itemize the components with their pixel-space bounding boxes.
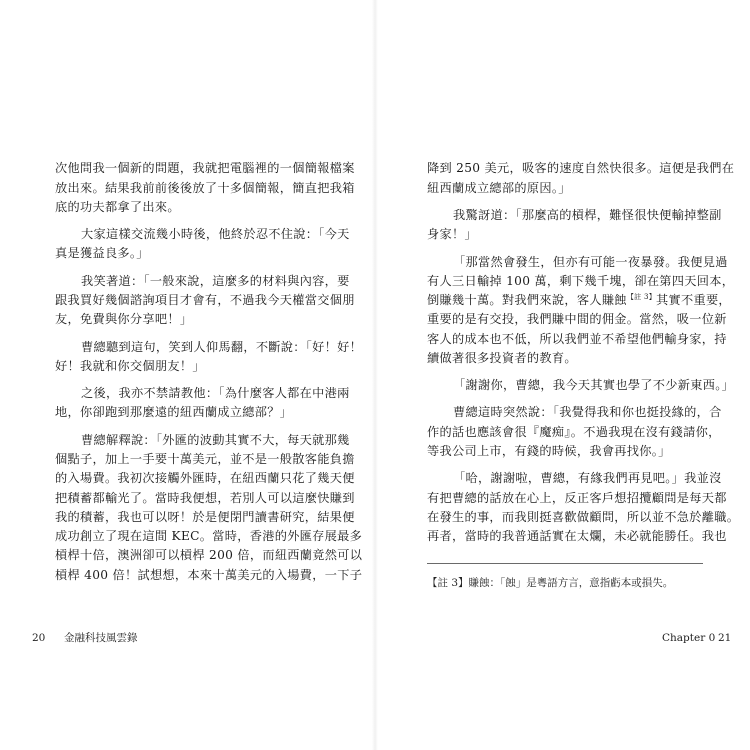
footnote-marker: 【註 3】: [626, 292, 656, 301]
text-line: 在發生的事，而我則挺喜歡做顧問，所以並不急於離職。: [427, 510, 740, 524]
page-number: 21: [718, 632, 732, 644]
text-line: 我的積蓄，我也可以呀！於是便閉門讀書研究，結果便: [55, 510, 355, 524]
text-line: 友，免費與你分享吧！」: [55, 312, 193, 326]
text-line: 我笑著道：「一般來說，這麼多的材料與內容，要: [81, 274, 350, 288]
text-line: 把積蓄都輸光了。當時我便想，若別人可以這麼快賺到: [55, 491, 355, 505]
text-segment: 其實不重要，: [656, 293, 731, 307]
text-line: 身家！」: [427, 227, 477, 241]
book-title: 金融科技風雲錄: [64, 632, 138, 644]
text-line: 槓桿 400 倍！試想想，本來十萬美元的入場費，一下子: [55, 568, 363, 582]
text-line: 「謝謝你，曹總，我今天其實也學了不少新東西。」: [453, 378, 735, 392]
footnote-separator: [427, 563, 703, 564]
text-line: 再者，當時的我普通話實在太爛，未必就能勝任。我也: [427, 529, 727, 543]
text-line: 地，你卻跑到那麼遠的紐西蘭成立總部？」: [55, 405, 293, 419]
text-line: 客人的成本也不低，所以我們並不希望他們輸身家，持: [427, 332, 727, 346]
text-line: 大家這樣交流幾小時後，他終於忍不住說：「今天: [81, 227, 350, 241]
text-line: 續做著很多投資者的教育。: [427, 351, 577, 365]
text-line: 底的功夫都拿了出來。: [55, 200, 180, 214]
text-line: 我驚訝道：「那麼高的槓桿，難怪很快便輸掉整副: [453, 208, 722, 222]
text-line: 有人三日輸掉 100 萬，剩下幾千塊，卻在第四天回本，: [427, 274, 735, 288]
text-line: 紐西蘭成立總部的原因。」: [427, 181, 571, 195]
text-line: 重要的是有交投，我們賺中間的佣金。當然，吸一位新: [427, 312, 727, 326]
text-line: 降到 250 美元，吸客的速度自然快很多。這便是我們在: [427, 161, 735, 175]
text-line: 個點子，加上一手要十萬美元，並不是一般散客能負擔: [55, 452, 355, 466]
text-line: 真是獲益良多。」: [55, 246, 149, 260]
text-line: 次他問我一個新的問題，我就把電腦裡的一個簡報檔案: [55, 161, 355, 175]
text-line: 成功創立了現在這間 KEC。當時，香港的外匯存展最多: [55, 529, 363, 543]
text-line: 曹總聽到這句，笑到人仰馬翻，不斷說：「好！好！: [81, 340, 363, 354]
text-line: 好！我就和你交個朋友！」: [55, 359, 205, 373]
text-line-with-footnote: [427, 292, 731, 308]
text-line: 有把曹總的話放在心上，反正客戶想招攬顧問是每天都: [427, 491, 727, 505]
text-line: 槓桿十倍，澳洲卻可以槓桿 200 倍，而紐西蘭竟然可以: [55, 548, 363, 562]
footnote: 【註 3】賺蝕：「蝕」是粵語方言，意指虧本或損失。: [427, 577, 674, 589]
text-line: 「那當然會發生，但亦有可能一夜暴發。我便見過: [453, 255, 728, 269]
text-line: 跟我買好幾個諮詢項目才會有，不過我今天權當交個朋: [55, 293, 355, 307]
text-line: 之後，我亦不禁請教他：「為什麼客人都在中港兩: [81, 386, 350, 400]
text-line: 等我公司上市，有錢的時候，我會再找你。」: [427, 444, 671, 458]
text-line: 放出來。結果我前前後後放了十多個簡報，簡直把我箱: [55, 181, 355, 195]
page-number: 20: [32, 632, 46, 644]
text-line: 「哈，謝謝啦，曹總，有緣我們再見吧。」我並沒: [453, 471, 722, 485]
text-line: 曹總這時突然說：「我覺得我和你也挺投緣的，合: [453, 405, 722, 419]
text-line: 曹總解釋說：「外匯的波動其實不大，每天就那幾: [81, 433, 350, 447]
text-line: 作的話也應該會很『魔痴』。不過我現在沒有錢請你，: [427, 425, 721, 439]
text-line: 的入場費。我初次接觸外匯時，在紐西蘭只花了幾天便: [55, 471, 355, 485]
chapter-label: Chapter 0: [662, 632, 716, 644]
text-segment: 倒賺幾十萬。對我們來說，客人賺蝕: [427, 293, 627, 307]
